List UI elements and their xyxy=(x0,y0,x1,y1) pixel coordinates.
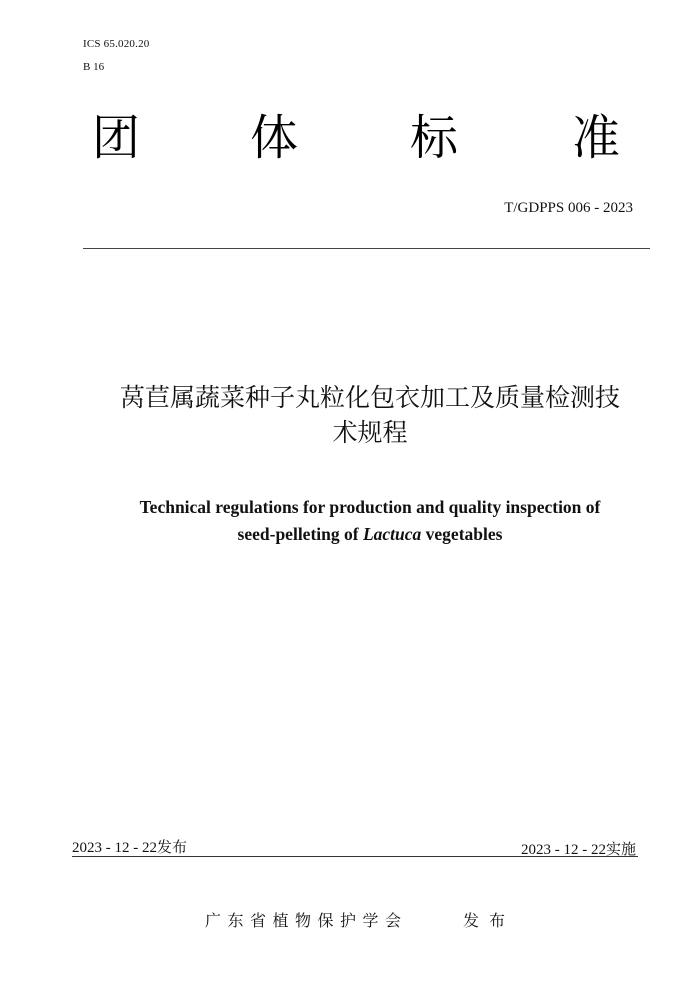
publish-date-label: 发布 xyxy=(157,838,188,856)
english-title-line-2-suffix: vegetables xyxy=(421,524,503,544)
doc-type-char-1: 团 xyxy=(92,110,141,166)
chinese-title-line-1: 莴苣属蔬菜种子丸粒化包衣加工及质量检测技 xyxy=(119,383,620,412)
doc-type-char-3: 标 xyxy=(410,110,459,166)
english-title-line-1: Technical regulations for production and quality inspection of xyxy=(139,497,601,517)
standard-number: T/GDPPS 006 - 2023 xyxy=(504,200,633,216)
implement-date-value: 2023 - 12 - 22 xyxy=(520,842,606,858)
ccs-code: B 16 xyxy=(83,61,105,73)
english-title-line-2 xyxy=(60,521,680,548)
bottom-divider xyxy=(72,856,638,857)
chinese-title xyxy=(60,380,680,450)
chinese-title-line-2: 术规程 xyxy=(332,418,408,447)
doc-type-char-4: 准 xyxy=(572,110,621,166)
english-title-line-2-prefix: seed-pelleting of xyxy=(237,524,363,544)
publish-date xyxy=(72,836,187,857)
ics-code: ICS 65.020.20 xyxy=(83,38,150,50)
publisher-name: 广东省植物保护学会 xyxy=(205,911,408,930)
document-type-title xyxy=(0,106,700,176)
english-title-genus: Lactuca xyxy=(362,524,422,544)
publisher-verb: 发布 xyxy=(463,911,516,930)
implement-date-label: 实施 xyxy=(605,840,636,858)
publish-date-value: 2023 - 12 - 22 xyxy=(72,840,157,856)
top-divider xyxy=(83,248,650,249)
doc-type-char-2: 体 xyxy=(250,110,299,166)
english-title xyxy=(60,494,680,548)
